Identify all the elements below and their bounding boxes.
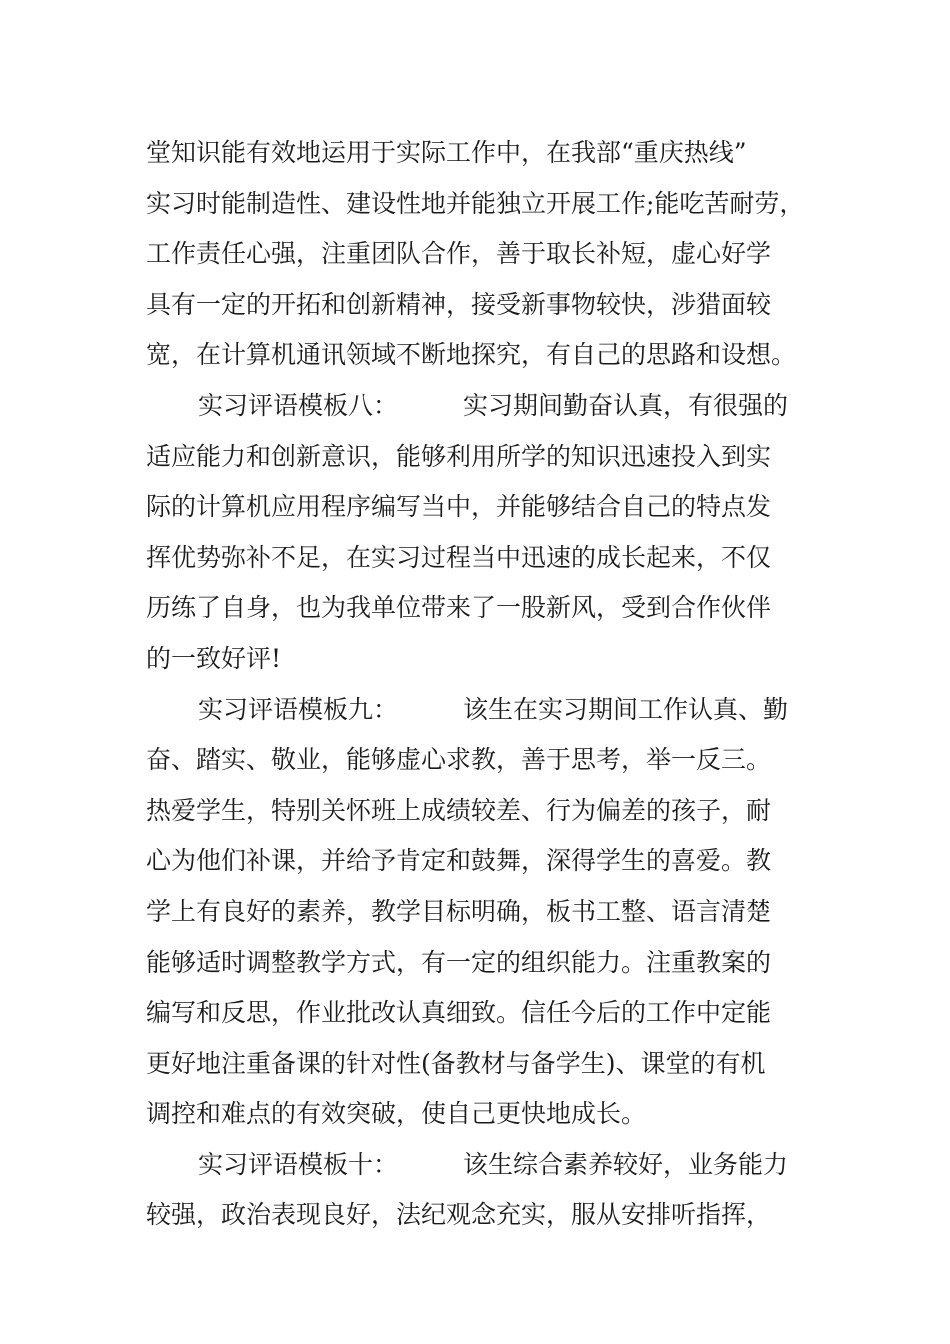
text-line: 能够适时调整教学方式，有一定的组织能力。注重教案的 [146,947,772,977]
text-line: 编写和反思，作业批改认真细致。信任今后的工作中定能 [146,998,772,1028]
document-body [146,128,811,1241]
section-heading-line [146,1140,811,1191]
section-label: 实习评语模板九： [198,694,399,724]
text-line: 堂知识能有效地运用于实际工作中，在我部“重庆热线” [146,138,747,167]
section-label: 实习评语模板八： [198,390,399,420]
section-heading-line [146,381,811,432]
text-line: 热爱学生，特别关怀班上成绩较差、行为偏差的孩子，耐 [146,795,772,825]
text-line: 实习期间勤奋认真，有很强的 [463,390,789,420]
text-line: 际的计算机应用程序编写当中，并能够结合自己的特点发 [146,492,772,522]
text-line: 宽，在计算机通讯领域不断地探究，有自己的思路和设想。 [146,340,797,370]
text-line: 具有一定的开拓和创新精神，接受新事物较快，涉猎面较 [146,289,772,319]
section-template-8 [146,381,811,685]
text-line: 学上有良好的素养，教学目标明确，板书工整、语言清楚 [146,896,772,926]
section-template-9 [146,685,811,1140]
section-heading-line [146,685,811,736]
text-line: 调控和难点的有效突破，使自己更快地成长。 [146,1099,647,1129]
text-line: 适应能力和创新意识，能够利用所学的知识迅速投入到实 [146,441,772,471]
text-line: 心为他们补课，并给予肯定和鼓舞，深得学生的喜爱。教 [146,846,772,876]
text-line: 实习时能制造性、建设性地并能独立开展工作;能吃苦耐劳， [146,188,805,218]
text-line: 挥优势弥补不足，在实习过程当中迅速的成长起来，不仅 [146,542,772,572]
text-line: 工作责任心强，注重团队合作，善于取长补短，虚心好学 [146,239,772,269]
text-line: 该生综合素养较好，业务能力 [463,1149,789,1179]
text-line: 奋、踏实、敬业，能够虚心求教，善于思考，举一反三。 [146,745,772,775]
text-line: 的一致好评! [146,643,282,673]
text-line: 更好地注重备课的针对性(备教材与备学生)、课堂的有机 [146,1048,766,1078]
text-line: 历练了自身，也为我单位带来了一股新风，受到合作伙伴 [146,593,772,623]
section-label: 实习评语模板十： [198,1149,399,1179]
text-line: 较强，政治表现良好，法纪观念充实，服从安排听指挥， [146,1200,772,1230]
paragraph-continued [146,128,811,381]
text-line: 该生在实习期间工作认真、勤 [463,694,789,724]
section-template-10 [146,1140,811,1241]
